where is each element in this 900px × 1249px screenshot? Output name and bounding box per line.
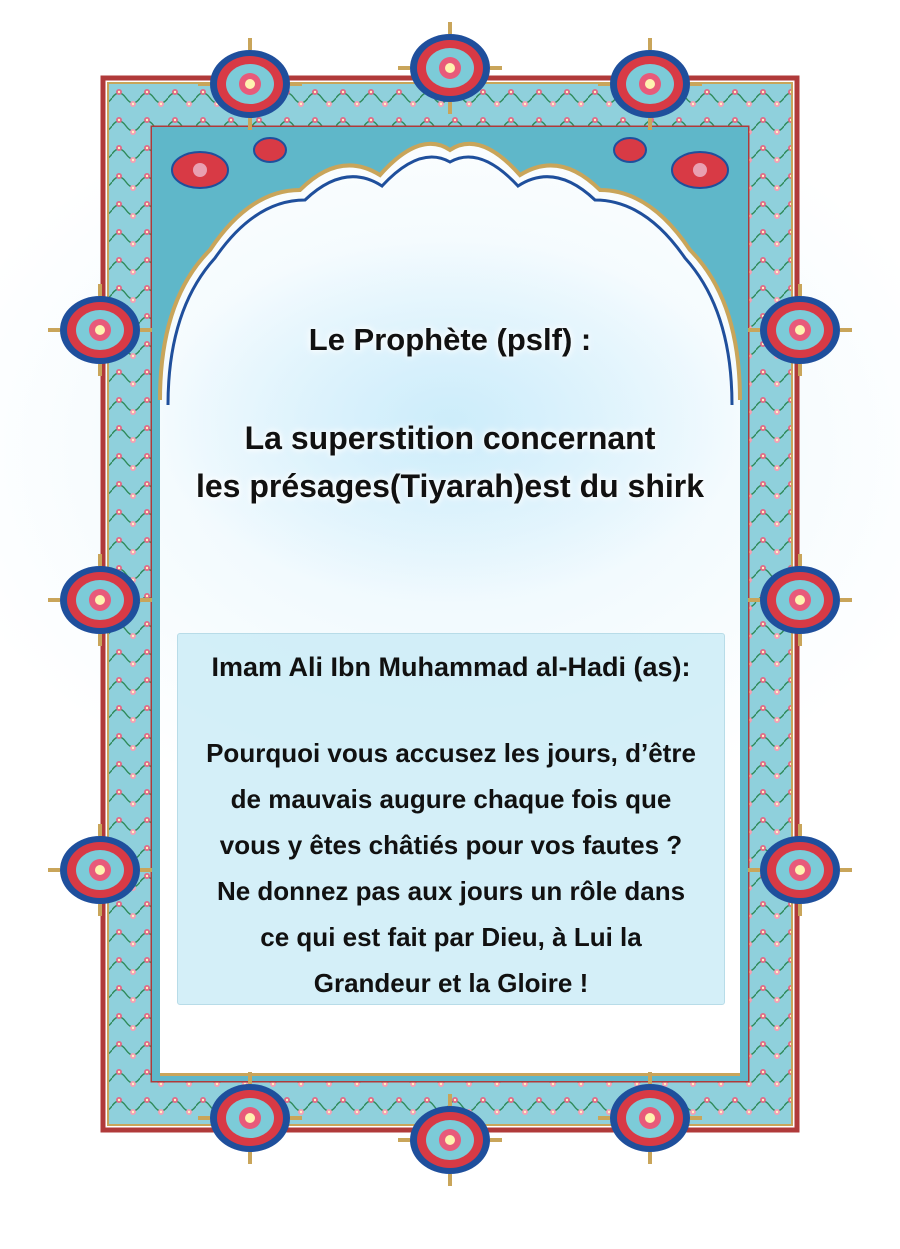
- quote-box: [177, 633, 725, 1005]
- quote-speaker: Imam Ali Ibn Muhammad al-Hadi (as):: [211, 652, 691, 682]
- quote-line: ce qui est fait par Dieu, à Lui la: [260, 922, 642, 952]
- quote-line: de mauvais augure chaque fois que: [230, 784, 672, 814]
- prophet-heading: Le Prophète (pslf) :: [308, 322, 592, 357]
- superstition-line-2: les présages(Tiyarah)est du shirk: [195, 468, 705, 504]
- quote-line: Grandeur et la Gloire !: [313, 968, 589, 998]
- quote-line: Pourquoi vous accusez les jours, d’être: [206, 738, 696, 768]
- superstition-line-1: La superstition concernant: [244, 420, 656, 456]
- quote-line: Ne donnez pas aux jours un rôle dans: [216, 876, 686, 906]
- quote-line: vous y êtes châtiés pour vos fautes ?: [219, 830, 683, 860]
